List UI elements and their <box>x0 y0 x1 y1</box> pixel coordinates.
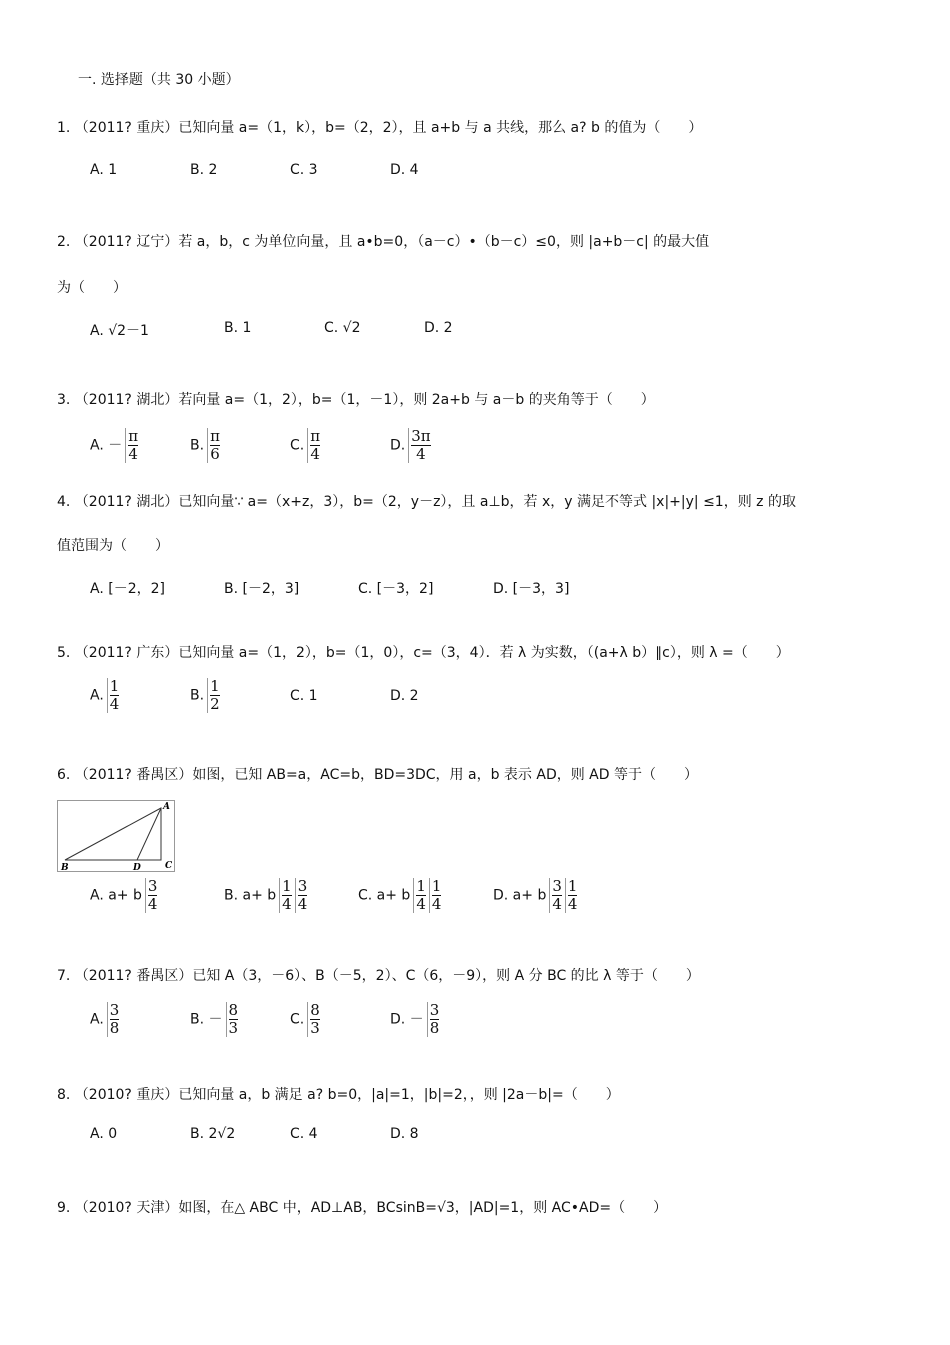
fraction-denominator: 4 <box>310 445 320 463</box>
q6-option-d <box>493 878 577 913</box>
fraction-numerator: 3 <box>429 1001 440 1019</box>
fraction-numerator: π <box>128 427 139 445</box>
fraction <box>125 428 138 463</box>
question-4-stem: 4. （2011? 湖北）已知向量∵ a=（x+z，3），b=（2，y－z），且 a⊥b，若 x，y 满足不等式 |x|+|y| ≤1，则 z 的取 <box>57 494 796 510</box>
q4-option-d: D. [－3，3] <box>493 581 570 597</box>
q5-option-c: C. 1 <box>290 688 318 704</box>
fraction-numerator: 1 <box>431 877 442 895</box>
fraction-denominator: 4 <box>431 895 442 913</box>
q2-option-c: C. √2 <box>324 320 361 336</box>
q6-option-c-label: C. a+ b <box>358 887 411 904</box>
fraction-denominator: 4 <box>416 445 426 463</box>
q3-option-d <box>390 428 431 463</box>
q8-option-b: B. 2√2 <box>190 1126 236 1142</box>
fraction-numerator: 1 <box>567 877 578 895</box>
q1-option-d: D. 4 <box>390 162 419 178</box>
fraction-denominator: 3 <box>228 1019 239 1037</box>
q7-option-b <box>190 1002 238 1037</box>
fraction-numerator: 1 <box>282 877 292 895</box>
question-8-stem: 8. （2010? 重庆）已知向量 a，b 满足 a? b=0，|a|=1，|b|=2，，则 |2a－b|=（ ） <box>57 1087 620 1103</box>
q6-option-b-label: B. a+ b <box>224 887 277 904</box>
fraction-numerator: 3 <box>552 877 562 895</box>
q3-option-b-label: B. <box>190 437 205 454</box>
q8-option-d: D. 8 <box>390 1126 419 1142</box>
fraction-numerator: 1 <box>109 677 120 695</box>
question-2-stem: 2. （2011? 辽宁）若 a，b，c 为单位向量，且 a•b=0，（a－c）•（b－c）≤0，则 |a+b－c| 的最大值 <box>57 234 710 250</box>
q6-option-c <box>358 878 441 913</box>
q7-option-d-label: D. － <box>390 1011 424 1028</box>
fraction-denominator: 4 <box>282 895 292 913</box>
q4-option-c: C. [－3，2] <box>358 581 434 597</box>
q5-option-b <box>190 678 220 713</box>
fraction <box>408 428 430 463</box>
fraction <box>107 1002 120 1037</box>
q7-option-a-label: A. <box>90 1011 104 1028</box>
fraction <box>565 878 578 913</box>
fraction-denominator: 6 <box>210 445 220 463</box>
q3-option-d-label: D. <box>390 437 406 454</box>
question-1-stem: 1. （2011? 重庆）已知向量 a=（1，k），b=（2，2），且 a+b 与 a 共线，那么 a? b 的值为（ ） <box>57 120 703 136</box>
fraction-numerator: 1 <box>210 677 220 695</box>
fraction-numerator: 8 <box>228 1001 239 1019</box>
figure-label-a: A <box>163 802 170 812</box>
q7-option-c-label: C. <box>290 1011 305 1028</box>
fraction-numerator: 1 <box>416 877 426 895</box>
fraction-numerator: 3π <box>411 427 431 445</box>
figure-label-d: D <box>133 863 141 872</box>
q3-option-b <box>190 428 220 463</box>
q6-option-b <box>224 878 307 913</box>
fraction <box>295 878 308 913</box>
fraction-denominator: 4 <box>109 695 120 713</box>
q1-option-a: A. 1 <box>90 162 118 178</box>
fraction-numerator: 3 <box>147 877 158 895</box>
fraction-numerator: 3 <box>109 1001 120 1019</box>
fraction-denominator: 8 <box>109 1019 120 1037</box>
fraction <box>207 428 220 463</box>
question-2-stem-cont: 为（ ） <box>57 280 127 296</box>
q7-option-b-label: B. － <box>190 1011 223 1028</box>
q4-option-b: B. [－2，3] <box>224 581 300 597</box>
q7-option-a <box>90 1002 119 1037</box>
figure-label-c: C <box>165 861 173 871</box>
fraction <box>429 878 442 913</box>
fraction <box>145 878 158 913</box>
figure-label-b: B <box>61 863 69 872</box>
question-9-stem: 9. （2010? 天津）如图，在△ ABC 中，AD⊥AB，BCsinB=√3，|AD|=1，则 AC•AD=（ ） <box>57 1200 668 1216</box>
q2-option-a: A. √2－1 <box>90 323 149 339</box>
q1-option-b: B. 2 <box>190 162 218 178</box>
question-6-stem: 6. （2011? 番禺区）如图，已知 AB=a，AC=b，BD=3DC，用 a，b 表示 AD，则 AD 等于（ ） <box>57 767 698 783</box>
fraction-numerator: π <box>310 427 321 445</box>
fraction <box>307 1002 320 1037</box>
fraction-denominator: 4 <box>552 895 562 913</box>
q6-option-a <box>90 878 157 913</box>
q7-option-c <box>290 1002 320 1037</box>
fraction-denominator: 4 <box>297 895 308 913</box>
fraction-denominator: 3 <box>310 1019 320 1037</box>
question-7-stem: 7. （2011? 番禺区）已知 A（3，－6）、B（－5，2）、C（6，－9），则 A 分 BC 的比 λ 等于（ ） <box>57 968 700 984</box>
fraction <box>427 1002 440 1037</box>
fraction-denominator: 2 <box>210 695 220 713</box>
fraction <box>107 678 120 713</box>
fraction <box>226 1002 239 1037</box>
fraction <box>413 878 426 913</box>
q8-option-c: C. 4 <box>290 1126 318 1142</box>
q5-option-b-label: B. <box>190 687 205 704</box>
fraction-denominator: 4 <box>147 895 158 913</box>
q3-option-a-label: A. － <box>90 437 123 454</box>
q6-option-d-label: D. a+ b <box>493 887 547 904</box>
q3-option-c <box>290 428 320 463</box>
fraction <box>549 878 562 913</box>
q5-option-a <box>90 678 119 713</box>
q5-option-a-label: A. <box>90 687 104 704</box>
fraction-denominator: 8 <box>429 1019 440 1037</box>
question-5-stem: 5. （2011? 广东）已知向量 a=（1，2），b=（1，0），c=（3，4）．若 λ 为实数，（(a+λ b）∥c），则 λ =（ ） <box>57 645 790 661</box>
section-heading: 一. 选择题（共 30 小题） <box>78 72 240 88</box>
q3-option-c-label: C. <box>290 437 305 454</box>
fraction <box>279 878 292 913</box>
q2-option-d: D. 2 <box>424 320 453 336</box>
q4-option-a: A. [－2，2] <box>90 581 165 597</box>
question-4-stem-cont: 值范围为（ ） <box>57 538 169 554</box>
fraction <box>307 428 320 463</box>
fraction-numerator: π <box>210 427 220 445</box>
fraction-denominator: 4 <box>128 445 138 463</box>
q7-option-d <box>390 1002 439 1037</box>
q3-option-a <box>90 428 138 463</box>
fraction-numerator: 8 <box>310 1001 320 1019</box>
question-3-stem: 3. （2011? 湖北）若向量 a=（1，2），b=（1，－1），则 2a+b 与 a－b 的夹角等于（ ） <box>57 392 655 408</box>
q2-option-b: B. 1 <box>224 320 252 336</box>
triangle-figure <box>57 800 175 872</box>
q1-option-c: C. 3 <box>290 162 318 178</box>
q8-option-a: A. 0 <box>90 1126 118 1142</box>
fraction-denominator: 4 <box>567 895 578 913</box>
fraction <box>207 678 220 713</box>
fraction-numerator: 3 <box>297 877 308 895</box>
q5-option-d: D. 2 <box>390 688 419 704</box>
fraction-denominator: 4 <box>416 895 426 913</box>
q6-option-a-label: A. a+ b <box>90 887 142 904</box>
